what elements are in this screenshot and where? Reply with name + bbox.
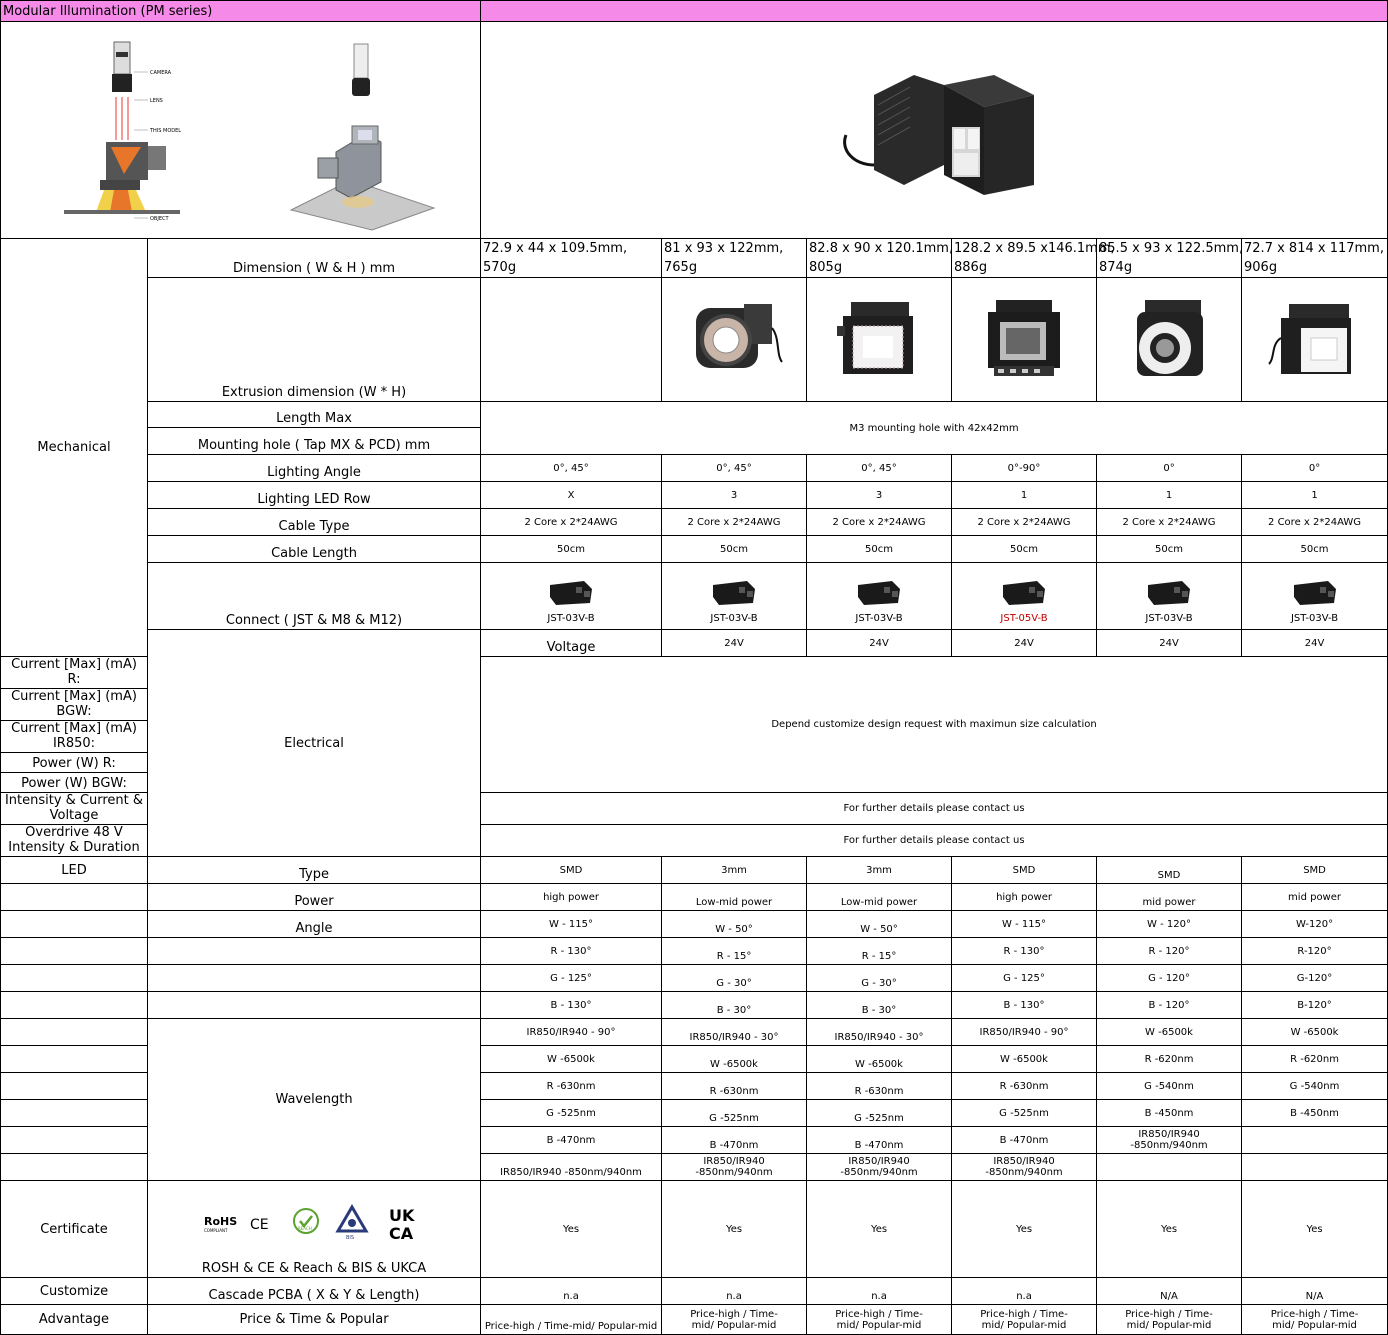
connector-icon xyxy=(1290,579,1340,607)
connector-icon xyxy=(709,579,759,607)
led-angle-6-2: R-120° xyxy=(1242,938,1388,965)
reach-icon xyxy=(294,1209,318,1233)
category-led: LED xyxy=(1,857,148,884)
dim-4: 128.2 x 89.5 x146.1mm, 886g xyxy=(952,239,1097,278)
type-6: SMD xyxy=(1242,857,1388,884)
cascade-3: n.a xyxy=(807,1278,952,1305)
label-dimension: Dimension ( W & H ) mm xyxy=(148,239,481,278)
wl-2-4: B -470nm xyxy=(662,1127,807,1154)
category-electrical: Electrical xyxy=(148,630,481,857)
label-voltage: Voltage xyxy=(481,630,662,657)
angle-6: 0° xyxy=(1242,455,1388,482)
led-angle-6-3: G-120° xyxy=(1242,965,1388,992)
extrusion-3 xyxy=(807,278,952,402)
label-lighting-angle: Lighting Angle xyxy=(148,455,481,482)
product-photo-cell xyxy=(481,22,1388,239)
adv-1: Price-high / Time-mid/ Popular-mid xyxy=(481,1305,662,1335)
mounting-value: M3 mounting hole with 42x42mm xyxy=(481,402,1388,455)
power-6: mid power xyxy=(1242,884,1388,911)
label-led-row: Lighting LED Row xyxy=(148,482,481,509)
open-frame-light-photo xyxy=(982,296,1066,380)
rows-3: 3 xyxy=(807,482,952,509)
adv-6: Price-high / Time-mid/ Popular-mid xyxy=(1242,1305,1388,1335)
angle-1: 0°, 45° xyxy=(481,455,662,482)
label-mounting-hole: Mounting hole ( Tap MX & PCD) mm xyxy=(148,428,481,455)
connector-label: JST-03V-B xyxy=(855,612,903,624)
svg-text:UK: UK xyxy=(389,1206,415,1225)
voltage-3: 24V xyxy=(952,630,1097,657)
blank-cat xyxy=(1,1100,148,1127)
voltage-5: 24V xyxy=(1242,630,1388,657)
blank-cat xyxy=(1,1019,148,1046)
category-certificate: Certificate xyxy=(1,1181,148,1278)
led-angle-2-1: W - 50° xyxy=(662,911,807,938)
power-5: mid power xyxy=(1097,884,1242,911)
dim-5: 85.5 x 93 x 122.5mm, 874g xyxy=(1097,239,1242,278)
label-power-r: Power (W) R: xyxy=(1,753,148,773)
rows-2: 3 xyxy=(662,482,807,509)
led-angle-5-5: W -6500k xyxy=(1097,1019,1242,1046)
label-angle: Angle xyxy=(148,911,481,938)
cable-type-5: 2 Core x 2*24AWG xyxy=(1097,509,1242,536)
led-angle-2-5: IR850/IR940 - 30° xyxy=(662,1019,807,1046)
rows-1: X xyxy=(481,482,662,509)
connector-icon xyxy=(1144,579,1194,607)
led-angle-1-3: G - 125° xyxy=(481,965,662,992)
wl-2-5: IR850/IR940 -850nm/940nm xyxy=(662,1154,807,1181)
wl-3-5: IR850/IR940 -850nm/940nm xyxy=(807,1154,952,1181)
connector-label: JST-03V-B xyxy=(547,612,595,624)
cable-length-6: 50cm xyxy=(1242,536,1388,563)
label-cascade: Cascade PCBA ( X & Y & Length) xyxy=(148,1278,481,1305)
led-angle-3-5: IR850/IR940 - 30° xyxy=(807,1019,952,1046)
connector-label: JST-03V-B xyxy=(1145,612,1193,624)
cable-length-1: 50cm xyxy=(481,536,662,563)
category-mechanical: Mechanical xyxy=(1,239,148,657)
adv-3: Price-high / Time-mid/ Popular-mid xyxy=(807,1305,952,1335)
extrusion-1 xyxy=(481,278,662,402)
adv-4: Price-high / Time-mid/ Popular-mid xyxy=(952,1305,1097,1335)
setup-diagram-cell xyxy=(1,22,481,239)
label-wavelength: Wavelength xyxy=(148,1019,481,1181)
blank-cat xyxy=(1,1127,148,1154)
cable-type-4: 2 Core x 2*24AWG xyxy=(952,509,1097,536)
led-angle-4-3: G - 125° xyxy=(952,965,1097,992)
ukca-icon xyxy=(389,1206,415,1243)
wl-3-3: G -525nm xyxy=(807,1100,952,1127)
voltage-4: 24V xyxy=(1097,630,1242,657)
type-1: SMD xyxy=(481,857,662,884)
cascade-4: n.a xyxy=(952,1278,1097,1305)
wl-3-4: B -470nm xyxy=(807,1127,952,1154)
led-angle-1-2: R - 130° xyxy=(481,938,662,965)
further-details-1: For further details please contact us xyxy=(481,793,1388,825)
label-cert: ROSH & CE & Reach & BIS & UKCA xyxy=(201,1261,427,1276)
label-price: Price & Time & Popular xyxy=(148,1305,481,1335)
blank-cat xyxy=(1,965,148,992)
rohs-icon xyxy=(204,1215,237,1233)
category-advantage: Advantage xyxy=(1,1305,148,1335)
power-2: Low-mid power xyxy=(662,884,807,911)
adv-2: Price-high / Time-mid/ Popular-mid xyxy=(662,1305,807,1335)
type-4: SMD xyxy=(952,857,1097,884)
led-angle-6-5: W -6500k xyxy=(1242,1019,1388,1046)
wl-4-2: R -630nm xyxy=(952,1073,1097,1100)
led-angle-2-2: R - 15° xyxy=(662,938,807,965)
wl-5-4: IR850/IR940 -850nm/940nm xyxy=(1097,1127,1242,1154)
led-angle-3-1: W - 50° xyxy=(807,911,952,938)
cable-length-2: 50cm xyxy=(662,536,807,563)
dim-6: 72.7 x 814 x 117mm, 906g xyxy=(1242,239,1388,278)
label-camera: CAMERA xyxy=(149,70,171,76)
label-current-bgw: Current [Max] (mA) BGW: xyxy=(1,689,148,721)
connector-5 xyxy=(1097,563,1242,630)
led-angle-5-1: W - 120° xyxy=(1097,911,1242,938)
led-angle-2-4: B - 30° xyxy=(662,992,807,1019)
cert-1: Yes xyxy=(481,1181,662,1278)
cable-length-4: 50cm xyxy=(952,536,1097,563)
camera-3d-icon xyxy=(354,44,368,78)
label-object: OBJECT xyxy=(149,216,169,222)
cable-type-3: 2 Core x 2*24AWG xyxy=(807,509,952,536)
cable-type-2: 2 Core x 2*24AWG xyxy=(662,509,807,536)
label-connect: Connect ( JST & M8 & M12) xyxy=(148,563,481,630)
extrusion-2 xyxy=(662,278,807,402)
power-1: high power xyxy=(481,884,662,911)
wl-5-3: B -450nm xyxy=(1097,1100,1242,1127)
led-angle-5-3: G - 120° xyxy=(1097,965,1242,992)
led-angle-4-5: IR850/IR940 - 90° xyxy=(952,1019,1097,1046)
blank-cat xyxy=(1,992,148,1019)
led-angle-5-4: B - 120° xyxy=(1097,992,1242,1019)
power-3: Low-mid power xyxy=(807,884,952,911)
connector-icon xyxy=(854,579,904,607)
led-angle-3-2: R - 15° xyxy=(807,938,952,965)
dim-1: 72.9 x 44 x 109.5mm, 570g xyxy=(481,239,662,278)
led-angle-1-4: B - 130° xyxy=(481,992,662,1019)
connector-2 xyxy=(662,563,807,630)
product-photo xyxy=(834,55,1034,205)
label-cable-length: Cable Length xyxy=(148,536,481,563)
wl-5-1: R -620nm xyxy=(1097,1046,1242,1073)
depend-value: Depend customize design request with maximun size calculation xyxy=(481,657,1388,793)
wl-2-2: R -630nm xyxy=(662,1073,807,1100)
led-angle-6-4: B-120° xyxy=(1242,992,1388,1019)
blank-label xyxy=(148,938,481,965)
extrusion-5 xyxy=(1097,278,1242,402)
connector-6 xyxy=(1242,563,1388,630)
type-2: 3mm xyxy=(662,857,807,884)
wl-6-5 xyxy=(1242,1154,1388,1181)
bis-icon xyxy=(338,1207,366,1241)
angle-5: 0° xyxy=(1097,455,1242,482)
lens-icon xyxy=(112,74,132,92)
cert-4: Yes xyxy=(952,1181,1097,1278)
svg-text:RoHS: RoHS xyxy=(204,1215,238,1228)
cert-6: Yes xyxy=(1242,1181,1388,1278)
connector-4 xyxy=(952,563,1097,630)
camera-icon xyxy=(114,42,130,74)
led-angle-1-1: W - 115° xyxy=(481,911,662,938)
led-angle-1-5: IR850/IR940 - 90° xyxy=(481,1019,662,1046)
coax-light-photo xyxy=(1267,298,1363,378)
led-angle-4-2: R - 130° xyxy=(952,938,1097,965)
wl-4-3: G -525nm xyxy=(952,1100,1097,1127)
wl-4-1: W -6500k xyxy=(952,1046,1097,1073)
led-angle-3-4: B - 30° xyxy=(807,992,952,1019)
label-overdrive: Overdrive 48 V Intensity & Duration xyxy=(1,825,148,857)
connector-icon xyxy=(999,579,1049,607)
connector-1 xyxy=(481,563,662,630)
voltage-2: 24V xyxy=(807,630,952,657)
wl-6-4 xyxy=(1242,1127,1388,1154)
rows-4: 1 xyxy=(952,482,1097,509)
svg-text:COMPLIANT: COMPLIANT xyxy=(204,1228,228,1233)
cable-type-1: 2 Core x 2*24AWG xyxy=(481,509,662,536)
rows-5: 1 xyxy=(1097,482,1242,509)
angle-2: 0°, 45° xyxy=(662,455,807,482)
label-current-ir: Current [Max] (mA) IR850: xyxy=(1,721,148,753)
label-power-bgw: Power (W) BGW: xyxy=(1,773,148,793)
blank-cat xyxy=(1,1073,148,1100)
cert-logos xyxy=(194,1201,434,1251)
led-angle-2-3: G - 30° xyxy=(662,965,807,992)
cert-3: Yes xyxy=(807,1181,952,1278)
dome-ring-light-photo xyxy=(1119,296,1219,380)
led-angle-4-1: W - 115° xyxy=(952,911,1097,938)
ce-icon: CE xyxy=(250,1217,269,1233)
wl-3-2: R -630nm xyxy=(807,1073,952,1100)
extrusion-6 xyxy=(1242,278,1388,402)
wl-5-2: G -540nm xyxy=(1097,1073,1242,1100)
cascade-6: N/A xyxy=(1242,1278,1388,1305)
blank-label xyxy=(148,992,481,1019)
dim-2: 81 x 93 x 122mm, 765g xyxy=(662,239,807,278)
label-length-max: Length Max xyxy=(148,402,481,428)
wl-1-4: B -470nm xyxy=(481,1127,662,1154)
connector-icon xyxy=(546,579,596,607)
svg-text:CA: CA xyxy=(389,1224,414,1243)
cascade-1: n.a xyxy=(481,1278,662,1305)
voltage-1: 24V xyxy=(662,630,807,657)
sheet-title: Modular Illumination (PM series) xyxy=(1,1,481,22)
svg-text:REACH: REACH xyxy=(298,1226,312,1231)
label-lens: LENS xyxy=(149,98,163,104)
square-light-photo xyxy=(837,298,921,378)
blank-cat xyxy=(1,938,148,965)
wl-6-3: B -450nm xyxy=(1242,1100,1388,1127)
wl-3-1: W -6500k xyxy=(807,1046,952,1073)
label-current-r: Current [Max] (mA) R: xyxy=(1,657,148,689)
cable-length-5: 50cm xyxy=(1097,536,1242,563)
angle-3: 0°, 45° xyxy=(807,455,952,482)
blank-cat xyxy=(1,1046,148,1073)
category-customize: Customize xyxy=(1,1278,148,1305)
connector-label: JST-03V-B xyxy=(710,612,758,624)
wl-5-5 xyxy=(1097,1154,1242,1181)
label-extrusion: Extrusion dimension (W * H) xyxy=(148,278,481,402)
cable-type-6: 2 Core x 2*24AWG xyxy=(1242,509,1388,536)
dim-3: 82.8 x 90 x 120.1mm, 805g xyxy=(807,239,952,278)
angle-4: 0°-90° xyxy=(952,455,1097,482)
label-type: Type xyxy=(148,857,481,884)
cert-2: Yes xyxy=(662,1181,807,1278)
further-details-2: For further details please contact us xyxy=(481,825,1388,857)
cert-label-cell xyxy=(148,1181,481,1278)
led-angle-6-1: W-120° xyxy=(1242,911,1388,938)
power-4: high power xyxy=(952,884,1097,911)
type-5: SMD xyxy=(1097,857,1242,884)
blank-cat xyxy=(1,1154,148,1181)
type-3: 3mm xyxy=(807,857,952,884)
wl-6-1: R -620nm xyxy=(1242,1046,1388,1073)
led-angle-5-2: R - 120° xyxy=(1097,938,1242,965)
extrusion-4 xyxy=(952,278,1097,402)
wl-1-3: G -525nm xyxy=(481,1100,662,1127)
svg-text:BIS: BIS xyxy=(346,1235,355,1241)
led-angle-4-4: B - 130° xyxy=(952,992,1097,1019)
label-cable-type: Cable Type xyxy=(148,509,481,536)
cert-5: Yes xyxy=(1097,1181,1242,1278)
rows-6: 1 xyxy=(1242,482,1388,509)
label-this-model: THIS MODEL xyxy=(149,128,181,134)
ring-light-photo xyxy=(684,298,784,378)
led-angle-3-3: G - 30° xyxy=(807,965,952,992)
wl-1-5: IR850/IR940 -850nm/940nm xyxy=(481,1154,662,1181)
wl-2-3: G -525nm xyxy=(662,1100,807,1127)
wl-4-4: B -470nm xyxy=(952,1127,1097,1154)
setup-diagram xyxy=(6,22,476,234)
adv-5: Price-high / Time-mid/ Popular-mid xyxy=(1097,1305,1242,1335)
title-filler xyxy=(481,1,1388,22)
wl-4-5: IR850/IR940 -850nm/940nm xyxy=(952,1154,1097,1181)
cable-length-3: 50cm xyxy=(807,536,952,563)
connector-label: JST-05V-B xyxy=(1000,612,1048,624)
cascade-5: N/A xyxy=(1097,1278,1242,1305)
wl-2-1: W -6500k xyxy=(662,1046,807,1073)
label-power: Power xyxy=(148,884,481,911)
wl-1-2: R -630nm xyxy=(481,1073,662,1100)
wl-6-2: G -540nm xyxy=(1242,1073,1388,1100)
wl-1-1: W -6500k xyxy=(481,1046,662,1073)
connector-3 xyxy=(807,563,952,630)
blank-label xyxy=(148,965,481,992)
connector-label: JST-03V-B xyxy=(1290,612,1339,624)
label-intensity: Intensity & Current & Voltage xyxy=(1,793,148,825)
blank-cat xyxy=(1,884,148,911)
blank-cat xyxy=(1,911,148,938)
cascade-2: n.a xyxy=(662,1278,807,1305)
